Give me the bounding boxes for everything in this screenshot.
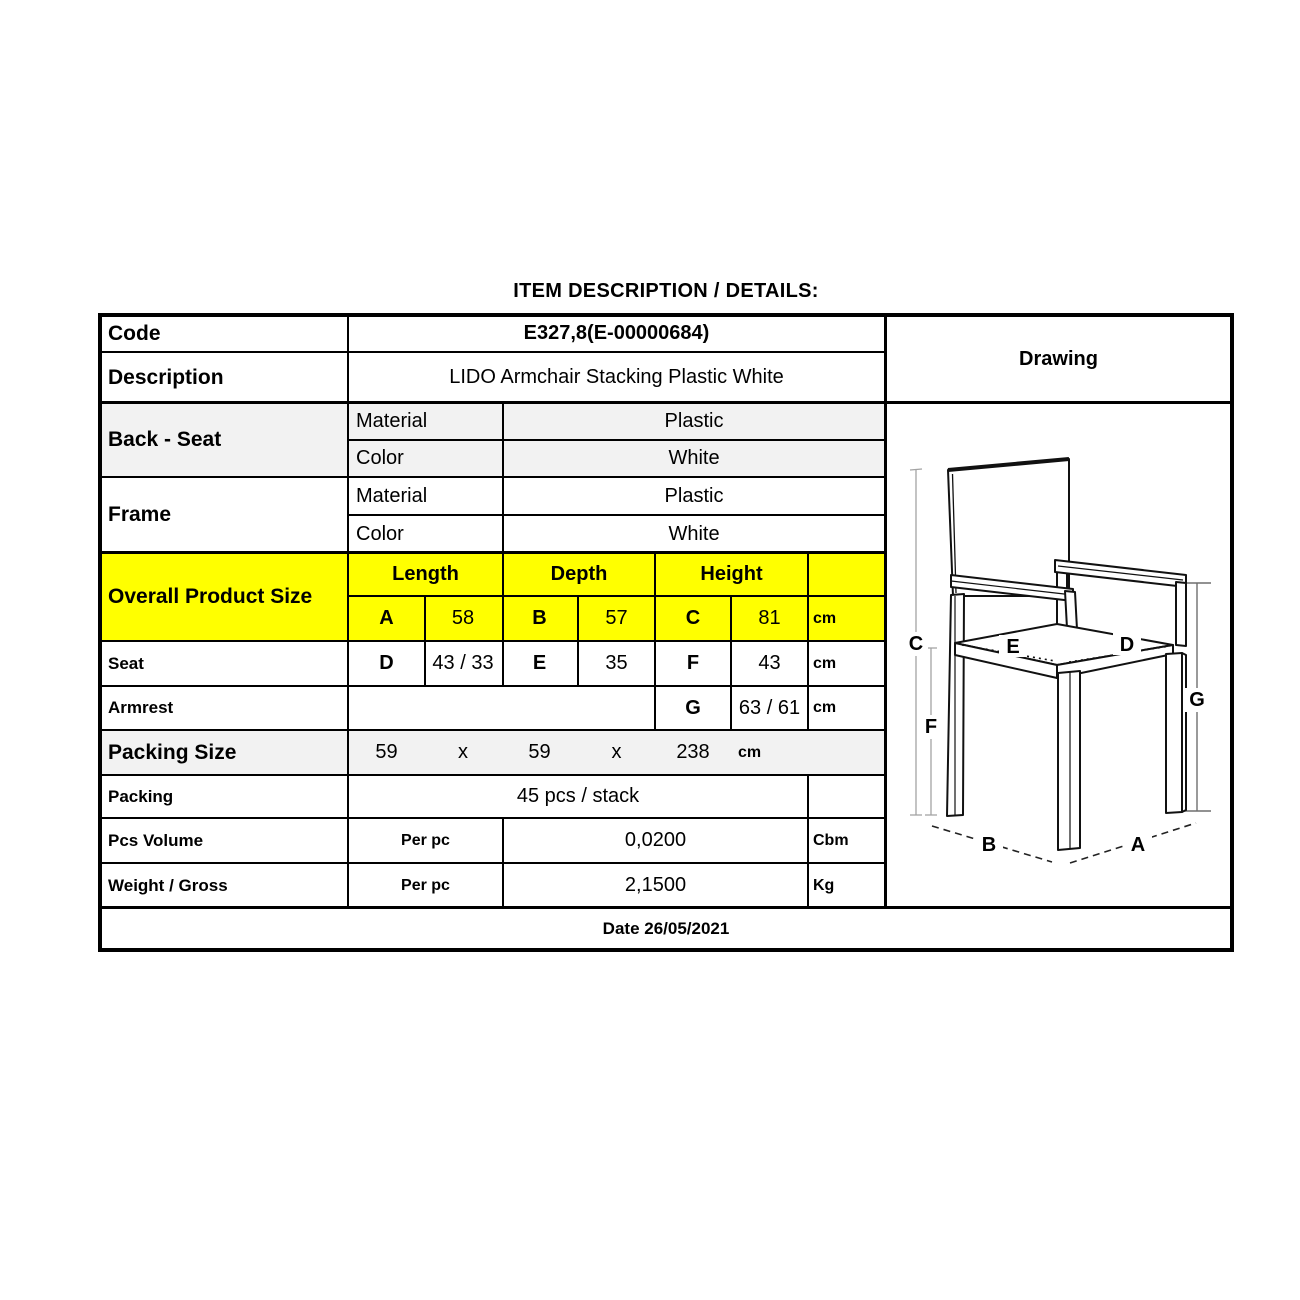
weight-value: 2,1500 [624, 874, 687, 896]
col-line-b [577, 596, 579, 686]
label-g: G [1189, 689, 1205, 711]
row-line-overall-split [348, 595, 885, 597]
label-e: E [1006, 636, 1020, 658]
packing-size-dim3: 238 [676, 741, 710, 763]
weight-gross-label: Weight / Gross [108, 875, 228, 895]
weight-unit: Kg [813, 876, 835, 894]
label-f: F [924, 716, 938, 738]
pcs-volume-per-pc: Per pc [401, 831, 450, 849]
pcs-volume-value: 0,0200 [624, 829, 687, 851]
packing-value: 45 pcs / stack [516, 785, 640, 807]
dim-d-value: 43 / 33 [432, 652, 494, 674]
row-line-frame [100, 551, 885, 554]
label-a: A [1130, 834, 1146, 856]
row-line-backseat-split [348, 439, 885, 441]
col-line-labels [347, 315, 349, 908]
chair-back-panel [948, 459, 1069, 596]
dim-e-value: 35 [605, 652, 628, 674]
back-seat-material-label: Material [348, 403, 503, 440]
table-border-right [1230, 313, 1234, 952]
seat-label: Seat [108, 653, 144, 673]
overall-size-label: Overall Product Size [100, 553, 348, 641]
armrest-unit: cm [813, 699, 837, 716]
col-line-depth-height [654, 553, 656, 730]
frame-material-label: Material [356, 484, 428, 507]
col-line-a [424, 596, 426, 686]
description-label: Description [108, 365, 224, 389]
label-b: B [981, 834, 997, 856]
chair-right-armrest-front-support [1176, 582, 1186, 646]
drawing-header: Drawing [1019, 347, 1098, 370]
overall-unit: cm [808, 596, 885, 641]
dim-b-value: 57 [578, 596, 655, 641]
row-line-packing [100, 817, 885, 819]
armrest-empty-cell [348, 686, 655, 730]
overall-depth-header: Depth [503, 553, 655, 596]
col-line-unit-top [807, 553, 809, 730]
chair-front-leg [1058, 671, 1080, 850]
row-line-description [100, 401, 1232, 404]
packing-size-value-cell [348, 730, 885, 775]
packing-size-dim2: 59 [528, 741, 551, 763]
dim-e-letter: E [532, 652, 547, 674]
dim-a-letter: A [348, 596, 425, 641]
row-line-pcs-volume [100, 862, 885, 864]
chair-right-leg [1166, 653, 1182, 813]
frame-label: Frame [108, 503, 172, 526]
pcs-volume-label: Pcs Volume [108, 830, 204, 850]
col-line-drawing [884, 315, 887, 908]
packing-empty-cell [808, 775, 885, 818]
overall-empty-header-cell [808, 553, 885, 596]
date-cell: Date 26/05/2021 [602, 919, 730, 938]
row-line-seat [100, 685, 885, 687]
pcs-volume-unit: Cbm [813, 831, 849, 849]
row-line-code [100, 351, 885, 353]
col-line-perpc [502, 818, 504, 908]
dim-b-letter: B [501, 596, 578, 641]
chair-technical-drawing [885, 403, 1232, 908]
back-seat-material-value: Plastic [503, 403, 885, 440]
table-border-bottom [100, 948, 1232, 952]
packing-size-dim1: 59 [375, 741, 398, 763]
table-border-left [98, 313, 102, 952]
overall-height-header: Height [655, 553, 808, 596]
dim-g-value: 63 / 61 [738, 696, 801, 719]
dim-d-letter: D [379, 652, 394, 674]
packing-label: Packing [108, 786, 174, 806]
packing-size-label: Packing Size [100, 730, 348, 775]
col-line-unit-bottom [807, 775, 809, 908]
packing-size-x2: x [611, 741, 622, 763]
label-c: C [908, 633, 924, 655]
frame-color-label: Color [356, 522, 404, 545]
dim-f-letter: F [686, 652, 700, 674]
page-title: ITEM DESCRIPTION / DETAILS: [513, 280, 819, 302]
seat-unit: cm [813, 654, 837, 672]
dim-a-value: 58 [425, 596, 501, 641]
dim-f-value: 43 [758, 652, 781, 674]
packing-size-x1: x [458, 741, 468, 763]
back-seat-color-label: Color [348, 440, 503, 477]
armrest-label: Armrest [108, 698, 174, 717]
row-line-overall [100, 640, 885, 642]
table-border-top [100, 313, 1232, 317]
description-value: LIDO Armchair Stacking Plastic White [449, 366, 784, 388]
overall-length-header: Length [348, 553, 503, 596]
packing-size-unit: cm [738, 743, 762, 761]
col-line-c [730, 596, 732, 730]
dim-c-value: 81 [731, 596, 808, 641]
label-d: D [1119, 634, 1135, 656]
frame-color-value: White [668, 522, 720, 545]
row-line-backseat [100, 476, 885, 478]
back-seat-color-value: White [503, 440, 885, 477]
code-value: E327,8(E-00000684) [523, 322, 710, 344]
row-line-armrest [100, 729, 885, 731]
weight-per-pc: Per pc [401, 876, 450, 894]
row-line-weight [100, 906, 1232, 909]
frame-material-value: Plastic [664, 484, 724, 507]
col-line-material [502, 403, 504, 686]
dim-c-letter: C [655, 596, 731, 641]
row-line-frame-split [348, 514, 885, 516]
back-seat-label: Back - Seat [100, 403, 348, 477]
dim-g-letter: G [685, 696, 701, 719]
row-line-packing-size [100, 774, 885, 776]
code-label: Code [108, 321, 161, 345]
chair-right-leg-side-face [1182, 653, 1186, 812]
